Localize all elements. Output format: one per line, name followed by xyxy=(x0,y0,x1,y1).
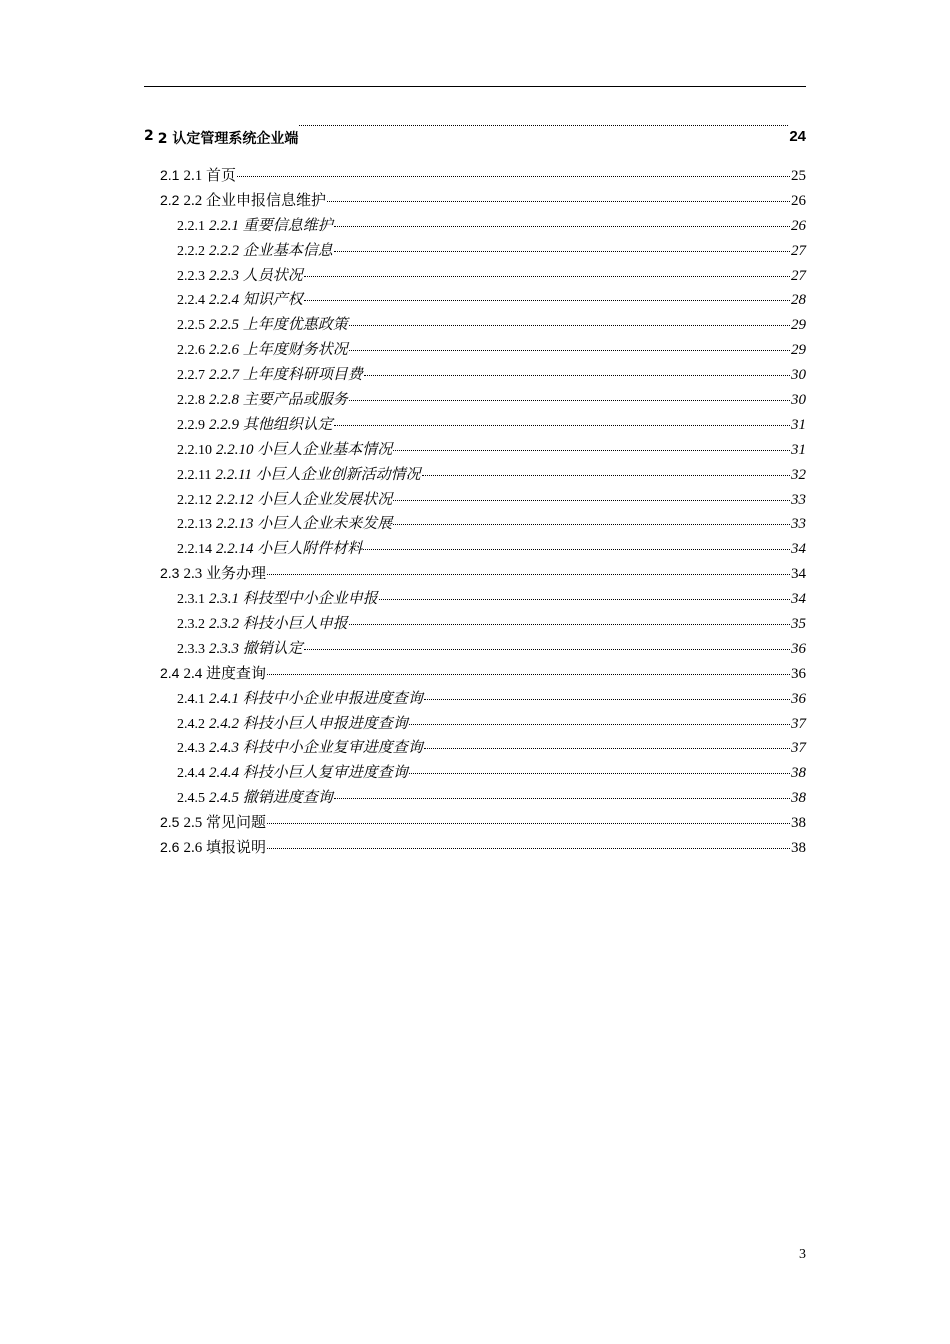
toc-dot-leader xyxy=(267,848,790,849)
toc-entry-title: 2.3.1 科技型中小企业申报 xyxy=(209,591,378,608)
toc-entry-page: 38 xyxy=(791,840,806,857)
toc-entry-page: 29 xyxy=(791,317,806,334)
toc-entry-number: 2.2.11 xyxy=(177,467,212,483)
toc-entry-page: 36 xyxy=(791,665,806,682)
toc-entry-title: 2.4.5 撤销进度查询 xyxy=(209,790,333,807)
toc-entry-2-2-3[interactable] xyxy=(144,264,806,289)
toc-dot-leader xyxy=(334,798,790,799)
toc-entry-number: 2.2.9 xyxy=(177,417,205,433)
toc-entry-title: 2.2.13 小巨人企业未来发展 xyxy=(216,516,393,533)
toc-entry-2-2-1[interactable] xyxy=(144,214,806,239)
toc-entry-title: 2.2.6 上年度财务状况 xyxy=(209,342,348,359)
toc-dot-leader xyxy=(363,549,790,550)
toc-dot-leader xyxy=(334,425,790,426)
toc-entry-title: 2.2.5 上年度优惠政策 xyxy=(209,317,348,334)
toc-entry-title: 2.2.7 上年度科研项目费 xyxy=(209,367,363,384)
toc-entry-number: 2.3.2 xyxy=(177,617,205,633)
toc-dot-leader xyxy=(349,350,790,351)
toc-entry-number: 2.3.3 xyxy=(177,641,205,657)
toc-entry-page: 34 xyxy=(791,591,806,608)
toc-entry-number: 2.2 xyxy=(160,191,180,208)
toc-entry-page: 26 xyxy=(791,192,806,209)
toc-dot-leader xyxy=(424,699,790,700)
toc-entry-2-2-2[interactable] xyxy=(144,239,806,264)
toc-entry-title: 2 认定管理系统企业端 xyxy=(157,131,299,147)
toc-entry-2-2-8[interactable] xyxy=(144,388,806,413)
toc-dot-leader xyxy=(424,748,790,749)
toc-entry-title: 2.2.1 重要信息维护 xyxy=(209,217,333,234)
toc-entry-title: 2.2.10 小巨人企业基本情况 xyxy=(216,441,393,458)
toc-entry-2-2-4[interactable] xyxy=(144,288,806,313)
toc-entry-2-4-1[interactable] xyxy=(144,687,806,712)
toc-entry-number: 2.2.4 xyxy=(177,293,205,309)
toc-entry-number: 2.4 xyxy=(160,664,180,681)
toc-entry-title: 2.4.1 科技中小企业申报进度查询 xyxy=(209,690,423,707)
toc-entry-title: 2.2.14 小巨人附件材料 xyxy=(216,541,363,558)
toc-entry-title: 2.2.4 知识产权 xyxy=(209,292,303,309)
toc-entry-number: 2.6 xyxy=(160,839,180,856)
toc-entry-number: 2.2.6 xyxy=(177,343,205,359)
toc-entry-2-4-5[interactable] xyxy=(144,786,806,811)
toc-entry-page: 30 xyxy=(791,392,806,409)
toc-entry-2-3-3[interactable] xyxy=(144,637,806,662)
toc-dot-leader xyxy=(409,773,790,774)
toc-entry-title: 2.2.9 其他组织认定 xyxy=(209,416,333,433)
toc-entry-page: 29 xyxy=(791,342,806,359)
toc-entry-page: 24 xyxy=(789,128,806,145)
toc-entry-page: 27 xyxy=(791,267,806,284)
toc-entry-title: 2.6 填报说明 xyxy=(183,840,266,857)
toc-entry-number: 2.2.5 xyxy=(177,318,205,334)
toc-dot-leader xyxy=(267,823,790,824)
toc-entry-page: 37 xyxy=(791,740,806,757)
toc-entry-page: 31 xyxy=(791,416,806,433)
toc-entry-number: 2.5 xyxy=(160,814,180,831)
toc-entry-2-5[interactable] xyxy=(144,811,806,836)
toc-entry-number: 2.3 xyxy=(160,565,180,582)
toc-entry-title: 2.2.2 企业基本信息 xyxy=(209,242,333,259)
toc-entry-title: 2.3.3 撤销认定 xyxy=(209,640,303,657)
toc-entry-number: 2.3.1 xyxy=(177,592,205,608)
toc-entry-number: 2.4.3 xyxy=(177,741,205,757)
toc-entry-number: 2.4.1 xyxy=(177,691,205,707)
toc-entry-2-2-11[interactable] xyxy=(144,463,806,488)
toc-entry-title: 2.5 常见问题 xyxy=(183,815,266,832)
toc-dot-leader xyxy=(393,450,790,451)
toc-entry-page: 38 xyxy=(791,815,806,832)
toc-entry-number: 2.4.5 xyxy=(177,791,205,807)
toc-entry-page: 38 xyxy=(791,765,806,782)
toc-entry-page: 33 xyxy=(791,491,806,508)
toc-entry-title: 2.2.11 小巨人企业创新活动情况 xyxy=(215,466,421,483)
toc-entry-2[interactable] xyxy=(144,126,806,164)
toc-entry-2-4-4[interactable] xyxy=(144,761,806,786)
toc-dot-leader xyxy=(379,599,790,600)
toc-entry-page: 30 xyxy=(791,367,806,384)
toc-entry-2-2-12[interactable] xyxy=(144,488,806,513)
toc-entry-2-4[interactable] xyxy=(144,662,806,687)
toc-entry-number: 2.2.12 xyxy=(177,492,212,508)
toc-entry-2-2-9[interactable] xyxy=(144,413,806,438)
toc-dot-leader xyxy=(349,624,790,625)
toc-entry-2-2-6[interactable] xyxy=(144,338,806,363)
toc-entry-title: 2.1 首页 xyxy=(183,168,236,184)
toc-entry-page: 34 xyxy=(791,566,806,583)
toc-entry-title: 2.4.2 科技小巨人申报进度查询 xyxy=(209,715,408,732)
page-number: 3 xyxy=(799,1247,806,1262)
toc-dot-leader xyxy=(299,125,788,126)
toc-dot-leader xyxy=(349,400,790,401)
toc-entry-page: 33 xyxy=(791,516,806,533)
toc-entry-page: 31 xyxy=(791,441,806,458)
toc-entry-2-2-10[interactable] xyxy=(144,438,806,463)
toc-entry-2-4-2[interactable] xyxy=(144,712,806,737)
toc-entry-page: 37 xyxy=(791,715,806,732)
toc-entry-number: 2.2.8 xyxy=(177,393,205,409)
toc-entry-2-3-2[interactable] xyxy=(144,612,806,637)
toc-entry-2-2-14[interactable] xyxy=(144,537,806,562)
toc-entry-2-2-7[interactable] xyxy=(144,363,806,388)
toc-entry-page: 28 xyxy=(791,292,806,309)
toc-entry-2-6[interactable] xyxy=(144,836,806,861)
toc-entry-page: 26 xyxy=(791,217,806,234)
toc-entry-title: 2.4.4 科技小巨人复审进度查询 xyxy=(209,765,408,782)
toc-entry-title: 2.2.3 人员状况 xyxy=(209,267,303,284)
toc-dot-leader xyxy=(334,226,790,227)
toc-dot-leader xyxy=(237,176,790,177)
toc-dot-leader xyxy=(304,649,790,650)
toc-entry-2-3[interactable] xyxy=(144,562,806,587)
toc-entry-number: 2.4.4 xyxy=(177,766,205,782)
toc-dot-leader xyxy=(304,276,790,277)
toc-dot-leader xyxy=(304,300,790,301)
toc-entry-page: 35 xyxy=(791,616,806,633)
toc-dot-leader xyxy=(327,201,790,202)
toc-entry-page: 36 xyxy=(791,640,806,657)
toc-entry-2-3-1[interactable] xyxy=(144,587,806,612)
toc-dot-leader xyxy=(334,251,790,252)
toc-dot-leader xyxy=(393,524,790,525)
toc-entry-number: 2.1 xyxy=(160,167,180,183)
toc-entry-number: 2.2.1 xyxy=(177,218,205,234)
toc-entry-title: 2.2.12 小巨人企业发展状况 xyxy=(216,491,393,508)
toc-entry-page: 34 xyxy=(791,541,806,558)
toc-dot-leader xyxy=(349,325,790,326)
toc-entry-2-2-13[interactable] xyxy=(144,512,806,537)
toc-entry-number: 2.2.13 xyxy=(177,517,212,533)
toc-entry-number: 2.2.7 xyxy=(177,368,205,384)
toc-dot-leader xyxy=(267,674,790,675)
toc-entry-title: 2.4.3 科技中小企业复审进度查询 xyxy=(209,740,423,757)
toc-entry-number: 2.2.2 xyxy=(177,243,205,259)
toc-dot-leader xyxy=(267,574,790,575)
toc-dot-leader xyxy=(364,375,790,376)
toc-entry-number: 2.2.14 xyxy=(177,542,212,558)
toc-entry-2-2-5[interactable] xyxy=(144,313,806,338)
toc-entry-2-1[interactable] xyxy=(144,164,806,189)
toc-entry-page: 27 xyxy=(791,242,806,259)
toc-entry-title: 2.2 企业申报信息维护 xyxy=(183,192,326,209)
toc-dot-leader xyxy=(409,724,790,725)
toc-entry-page: 32 xyxy=(791,466,806,483)
toc-entry-2-4-3[interactable] xyxy=(144,736,806,761)
toc-entry-title: 2.3 业务办理 xyxy=(183,566,266,583)
toc-entry-title: 2.3.2 科技小巨人申报 xyxy=(209,616,348,633)
toc-entry-number: 2.4.2 xyxy=(177,716,205,732)
toc-dot-leader xyxy=(393,500,790,501)
toc-entry-2-2[interactable] xyxy=(144,189,806,214)
toc-entry-page: 36 xyxy=(791,690,806,707)
toc-entry-number: 2 xyxy=(144,128,154,144)
toc-entry-title: 2.4 进度查询 xyxy=(183,665,266,682)
header-rule xyxy=(144,86,806,87)
toc-entry-page: 38 xyxy=(791,790,806,807)
toc-entry-page: 25 xyxy=(791,168,806,184)
toc-dot-leader xyxy=(422,475,790,476)
table-of-contents xyxy=(144,126,806,861)
toc-entry-number: 2.2.10 xyxy=(177,442,212,458)
toc-entry-title: 2.2.8 主要产品或服务 xyxy=(209,392,348,409)
toc-entry-number: 2.2.3 xyxy=(177,268,205,284)
